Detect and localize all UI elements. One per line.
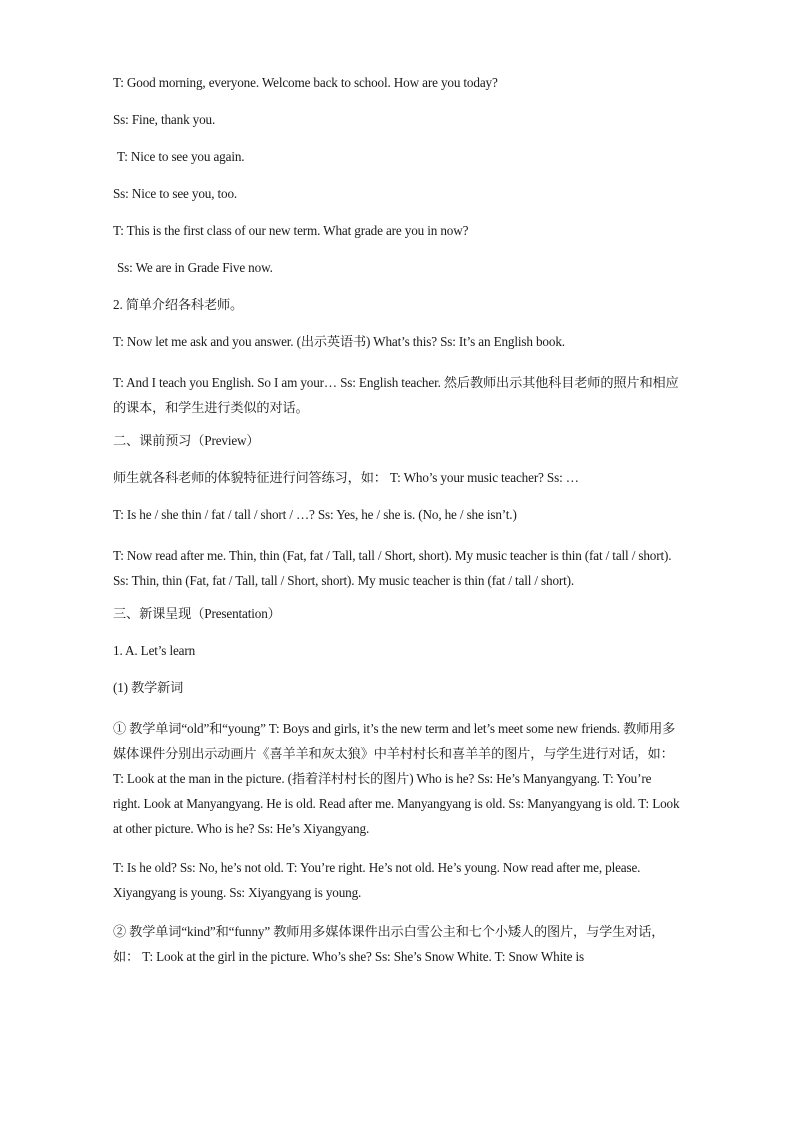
dialogue-line: T: Good morning, everyone. Welcome back to school. How are you today?	[113, 75, 498, 90]
subsection-heading: (1) 教学新词	[113, 680, 184, 695]
dialogue-paragraph: T: Now read after me. Thin, thin (Fat, fat / Tall, tall / Short, short). My music teacher is thin (fat / tall / short). Ss: Thin, thin (Fat, fat / Tall, tall / Short, short). My music teacher is thin (fat / tall / short).	[113, 548, 672, 588]
subsection-heading: 1. A. Let’s learn	[113, 643, 196, 658]
dialogue-paragraph: T: Is he old? Ss: No, he’s not old. T: You’re right. He’s not old. He’s young. Now read after me, please. Xiyangyang is young. Ss: Xiyangyang is young.	[113, 860, 641, 900]
dialogue-paragraph: T: And I teach you English. So I am your… Ss: English teacher. 然后教师出示其他科目老师的照片和相应的课本，和学生进行类似的对话。	[113, 375, 679, 415]
section-item: 2. 简单介绍各科老师。	[113, 297, 244, 312]
section-heading: 三、新课呈现（Presentation）	[113, 606, 281, 621]
lesson-paragraph: ② 教学单词“kind”和“funny” 教师用多媒体课件出示白雪公主和七个小矮人的图片，与学生对话，如： T: Look at the girl in the picture. Who’s she? Ss: She’s Snow White. T: Snow White is	[113, 924, 665, 964]
dialogue-line: Ss: Nice to see you, too.	[113, 186, 238, 201]
dialogue-line: Ss: We are in Grade Five now.	[117, 260, 273, 275]
document-body	[113, 74, 681, 988]
instruction-line: 师生就各科老师的体貌特征进行问答练习，如： T: Who’s your music teacher? Ss: …	[113, 470, 579, 485]
dialogue-line: T: Is he / she thin / fat / tall / short / …? Ss: Yes, he / she is. (No, he / she isn’t.)	[113, 507, 517, 522]
dialogue-line: T: Nice to see you again.	[117, 149, 245, 164]
lesson-paragraph: ① 教学单词“old”和“young” T: Boys and girls, it’s the new term and let’s meet some new friends. 教师用多媒体课件分别出示动画片《喜羊羊和灰太狼》中羊村村长和喜羊羊的图片，与学生进行对话，如： T: Look at the man in the picture. (指着洋村村长的图片) Who is he? Ss: He’s Manyangyang. T: You’re right. Look at Manyangyang. He is old. Read after me. Manyangyang is old. Ss: Manyangyang is old. T: Look at other picture. Who is he? Ss: He’s Xiyangyang.	[113, 721, 680, 836]
dialogue-line: T: This is the first class of our new term. What grade are you in now?	[113, 223, 469, 238]
dialogue-line: Ss: Fine, thank you.	[113, 112, 216, 127]
dialogue-line: T: Now let me ask and you answer. (出示英语书) What’s this? Ss: It’s an English book.	[113, 334, 565, 349]
section-heading: 二、课前预习（Preview）	[113, 433, 260, 448]
